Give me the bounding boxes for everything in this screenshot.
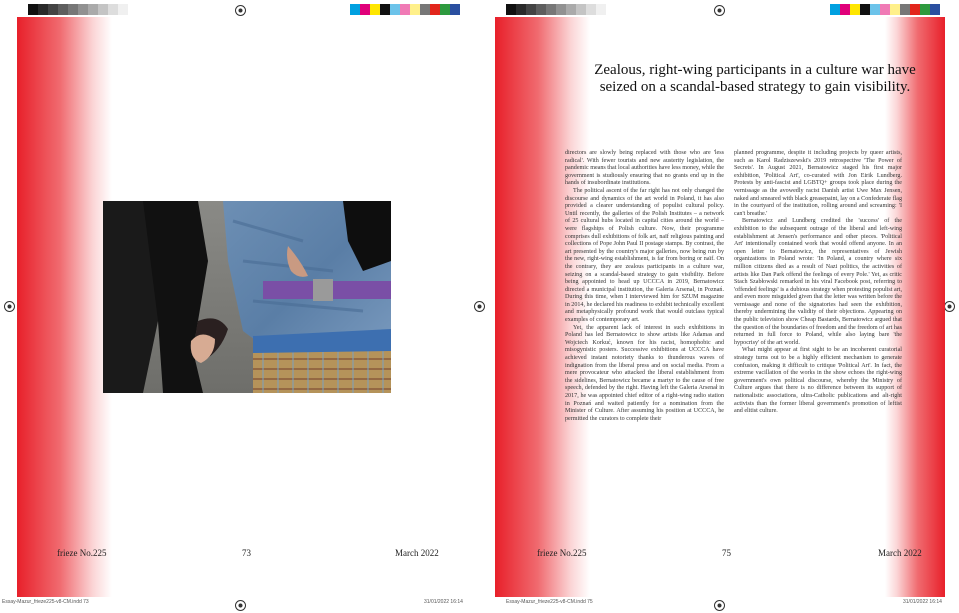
paragraph: planned programme, despite it including projects by queer artists, such as Karol Radziszewski's 2019 retrospective 'The Power of Secrets'. In August 2021, Bernatowicz staged his first major exhibition, 'Political Art', co-curated with Jon Eirik Lundberg. Protests by anti-fascist and LGBTQ+ groups took place during the vernissage as the avowedly racist Danish artist Uwe Max Jensen, naked and smeared with black greasepaint, lay on a Confederate flag in the courtyard of the institution, rolling around and screaming: 'I can't breathe.' [734,150,902,217]
left-footer-page-number: 73 [242,548,251,558]
registration-mark-icon [4,301,15,312]
left-footer-date: March 2022 [395,548,439,558]
paragraph: What might appear at first sight to be an incoherent curatorial strategy turns out to be a highly efficient mechanism to generate confusion, making it difficult to critique 'Political Art'. In fact, the extreme vacillation of the works in the show echoes the right-wing government's own political discourse, whereby the Ministry of Culture argues that there is no difference between its support of nationalistic associations, ultra-Catholic publications and alt-right activists than the former liberal government's promotion of leftist and elitist culture. [734,347,902,415]
left-slug-file: Essay-Mazur_frieze225-v8-CM.indd 73 [2,599,89,605]
paragraph: Yet, the apparent lack of interest in such exhibitions in Poland has led Bernatowicz to show artists like Adamas and Wojciech Korkuć, known for his racist, homophobic and misogynistic posters. Successive exhibitions at UCCCA have achieved instant notoriety thanks to thunderous waves of indignation from the liberal press and on social media. From a mere provocateur who attacked the liberal establishment from the sidelines, Bernatowicz became a martyr to the cause of free speech, defended by the right. Having left the Galeria Arsenał in 2017, he was appointed chief editor of a right-wing radio station in Poznań and waited patiently for a nomination from the Minister of Culture. After assuming his position at UCCCA, he permitted the curators to complete their [565,324,724,422]
right-footer-page-number: 75 [722,548,731,558]
red-gradient-edge [17,17,112,597]
right-page [495,17,945,597]
registration-mark-icon [235,5,246,16]
paragraph: The political ascent of the far right has not only changed the discourse and dynamics of the art world in Poland, it has also provided a clearer understanding of populist cultural policy. Until recently, the galleries of the Polish Institutes – a network of 25 cultural hubs located in capital cities around the world – were flagships of Polish culture. Now, their programme comprises dull exhibitions of folk art, naïf religious painting and collections of Pope John Paul II postage stamps. By contrast, the art presented by the country's major galleries, now being run by the new, right-wing establishment, is far from boring or naïf. On the contrary, they are zealous participants in a culture war, seizing on a scandal-based strategy to gain visibility. Before being appointed to head up UCCCA in 2019, Bernatowicz directed a municipal institution, the Galeria Arsenał, in Poznań. During this time, when I interviewed him for SZUM magazine in 2014, he declared his readiness to exhibit technically excellent and metaphysically profound work that would outclass typical examples of contemporary art. [565,187,724,324]
registration-mark-icon [714,5,725,16]
right-footer-magazine: frieze No.225 [537,548,587,558]
registration-mark-icon [944,301,955,312]
pull-quote-headline: Zealous, right-wing participants in a culture war have seized on a scandal-based strategy to gain visibility. [594,62,916,95]
left-page [17,17,464,597]
greyscale-bar-left [28,4,128,15]
cmyk-bar-left [350,4,460,15]
photo-people-holding-hands [103,201,391,393]
greyscale-bar-right [506,4,606,15]
paragraph: Bernatowicz and Lundberg credited the 'success' of the exhibition to the subsequent outrage of the liberal and left-wing establishment at Jensen's performance and other pieces. 'Political Art' intentionally contained work that would offend anyone. In an open letter to Bernatowicz, the representatives of Jewish organizations in Poland wrote: 'In Poland, a country where six million citizens died as a result of Nazi politics, the activities of artists like Dan Park offend the feelings of every Pole.' Yet, as critic Stach Szabłowski remarked in his viral Facebook post, referring to 'offended feelings' is a dubious strategy when protesting populist art, and even more misguided given that the letter was written before the vernissage and none of the signatories had seen the exhibition, thereby undermining the validity of their objections. Appearing on the public television show Cheap Bastards, Bernatowicz argued that the question of the boundaries of freedom and the freedom of art has returned in full force to Poland, while also laying bare 'the hypocrisy' of the art world. [734,218,902,346]
article-column-1 [565,150,724,423]
left-slug-date: 31/01/2022 16:14 [424,599,463,605]
registration-mark-icon [235,600,246,611]
cmyk-bar-right [830,4,940,15]
registration-mark-icon [714,600,725,611]
photo-illustration [103,201,391,393]
right-footer-date: March 2022 [878,548,922,558]
paragraph: directors are slowly being replaced with those who are 'less radical'. With fewer tourists and new austerity legislation, the pandemic means that local authorities have less money, while the government is studiously ensuring that no grants end up in the hands of insubordinate institutions. [565,150,725,187]
left-footer-magazine: frieze No.225 [57,548,107,558]
right-slug-date: 31/01/2022 16:14 [903,599,942,605]
right-slug-file: Essay-Mazur_frieze225-v8-CM.indd 75 [506,599,593,605]
registration-mark-icon [474,301,485,312]
article-column-2 [734,150,902,416]
